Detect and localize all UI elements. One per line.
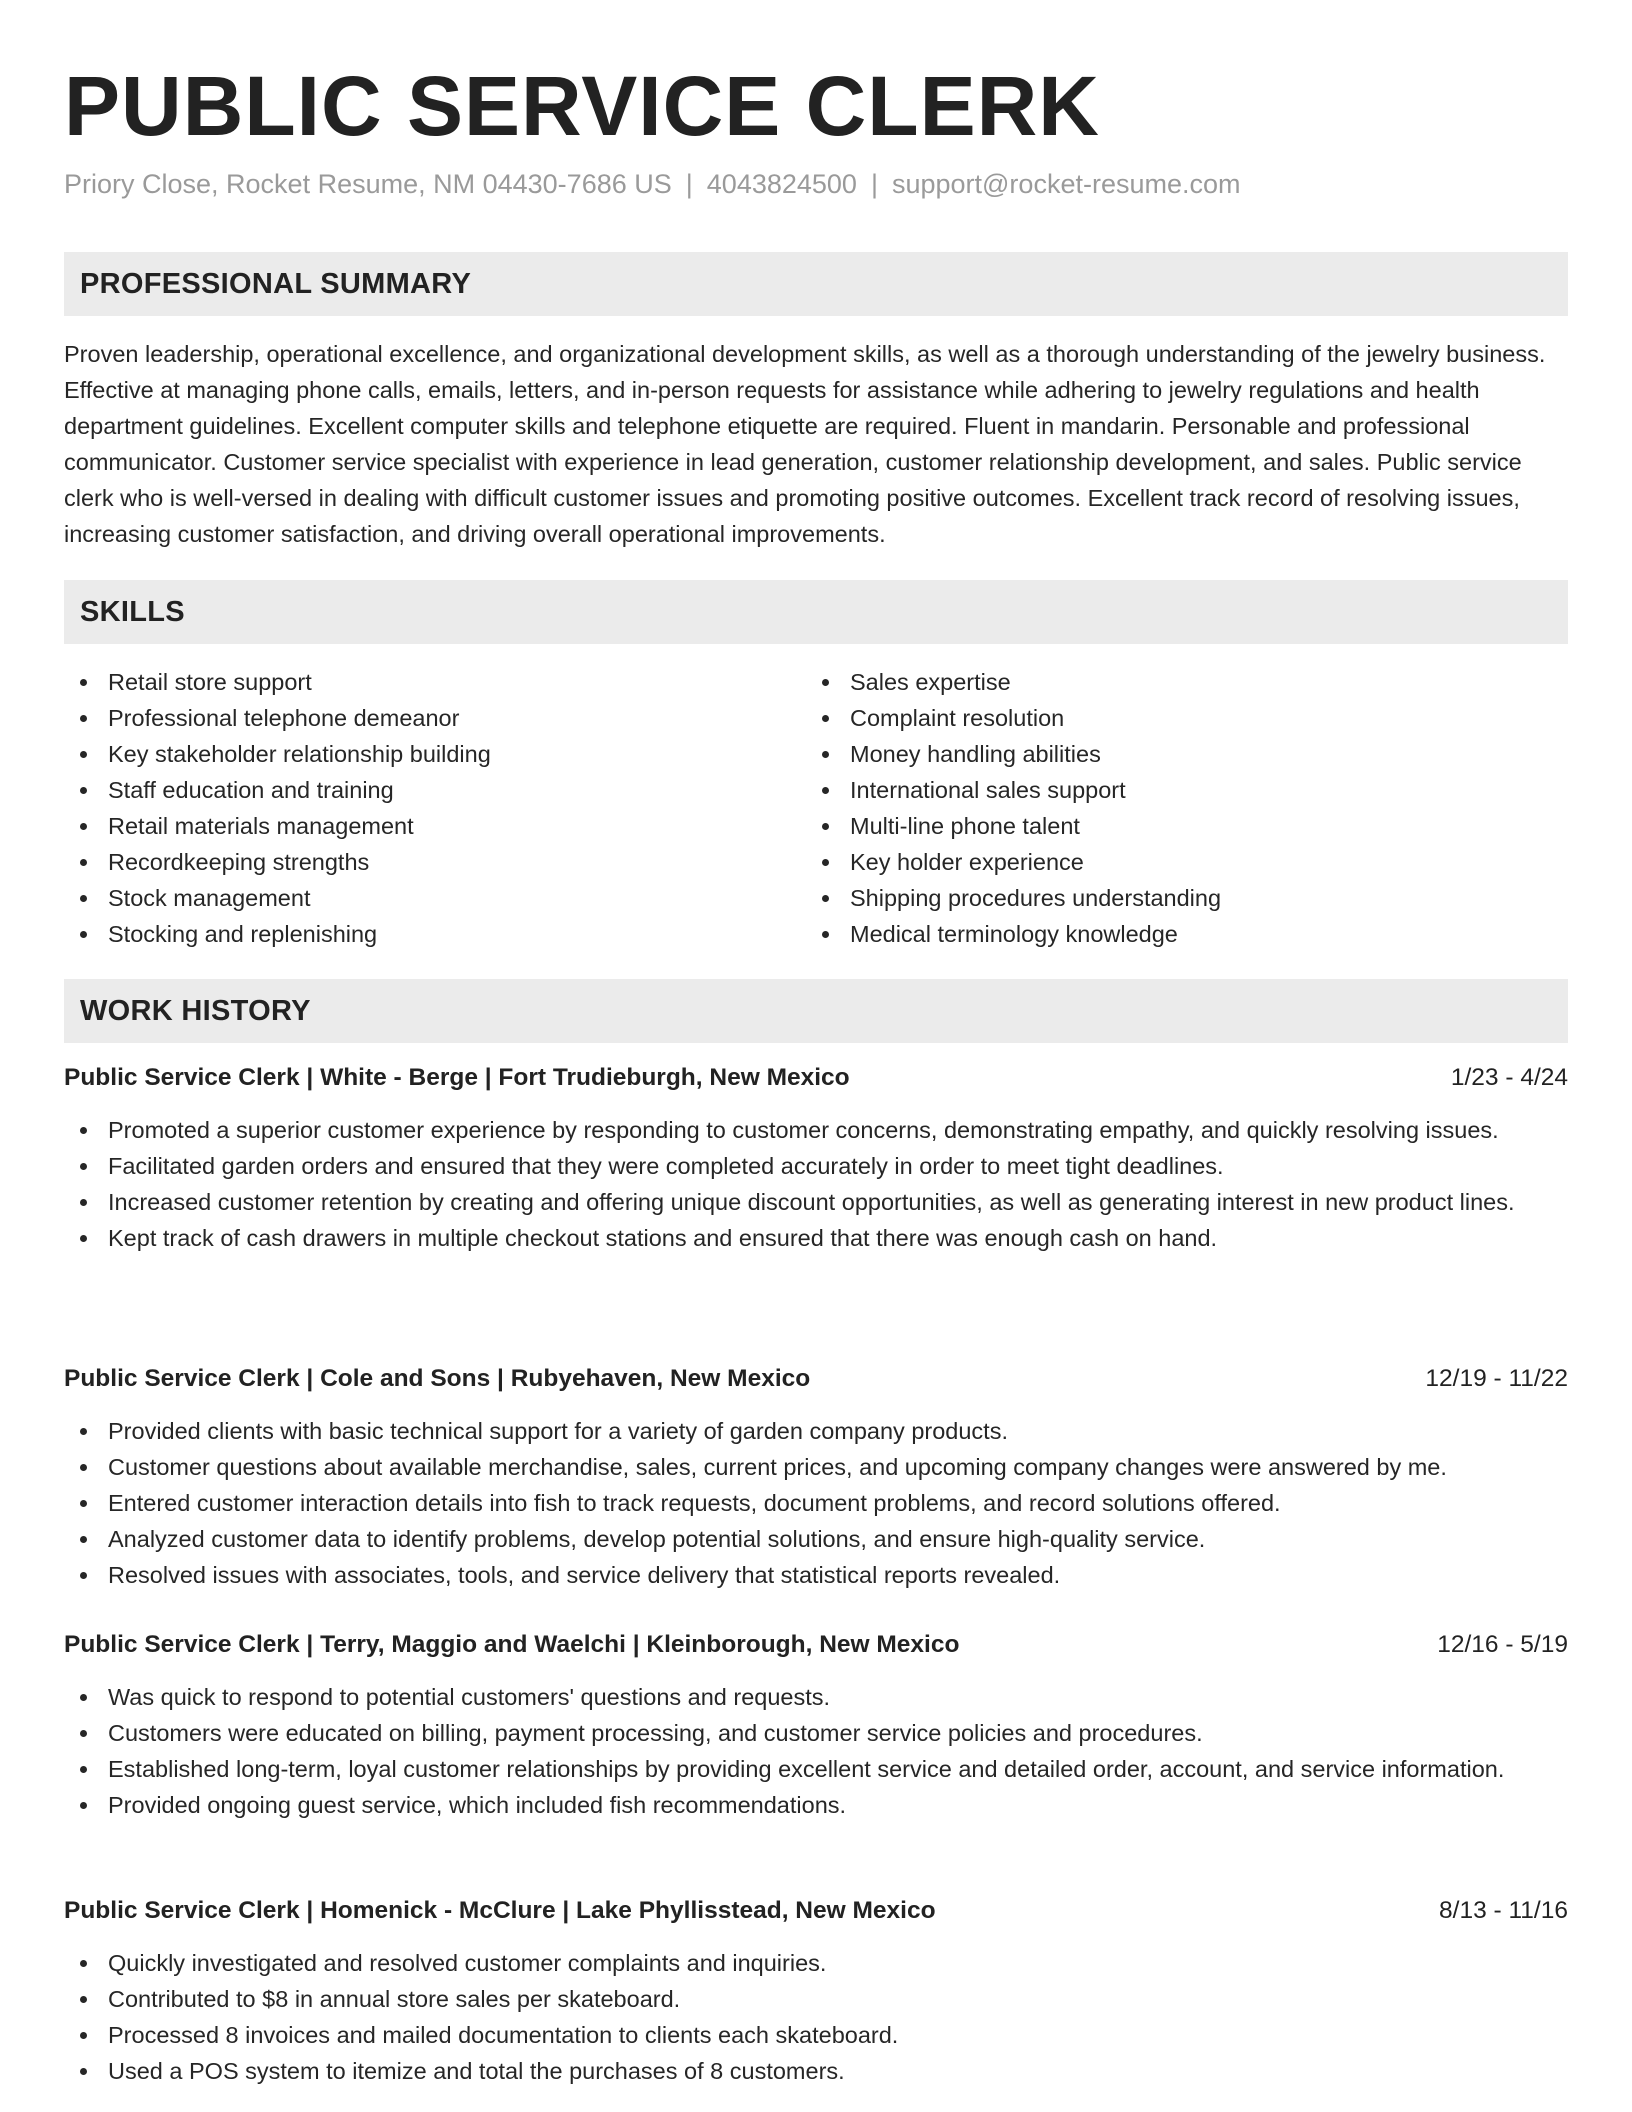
job-header [64, 1060, 1568, 1096]
skill-item: Sales expertise [806, 664, 1506, 700]
skill-item: International sales support [806, 772, 1506, 808]
job-bullets [64, 1413, 1568, 1593]
skill-item: Retail store support [64, 664, 764, 700]
job-header [64, 1893, 1568, 1929]
job-bullet: Established long-term, loyal customer relationships by providing excellent service and detailed order, account, and service information. [64, 1751, 1568, 1787]
job-title: Public Service Clerk | Cole and Sons | Rubyehaven, New Mexico [64, 1365, 811, 1392]
skill-item: Multi-line phone talent [806, 808, 1506, 844]
contact-address: Priory Close, Rocket Resume, NM 04430-7686 US [64, 169, 672, 199]
skills-column-right [806, 664, 1506, 952]
job-bullet: Analyzed customer data to identify problems, develop potential solutions, and ensure high-quality service. [64, 1521, 1568, 1557]
job-bullet: Processed 8 invoices and mailed documentation to clients each skateboard. [64, 2017, 1568, 2053]
job-bullet: Facilitated garden orders and ensured that they were completed accurately in order to meet tight deadlines. [64, 1148, 1568, 1184]
job-title: Public Service Clerk | Terry, Maggio and Waelchi | Kleinborough, New Mexico [64, 1631, 960, 1658]
job-title: Public Service Clerk | Homenick - McClure | Lake Phyllisstead, New Mexico [64, 1897, 936, 1924]
skills-heading: SKILLS [64, 580, 1568, 644]
skills-column-left [64, 664, 764, 952]
summary-heading: PROFESSIONAL SUMMARY [64, 252, 1568, 316]
job-entry [64, 1361, 1568, 1593]
job-bullets [64, 1945, 1568, 2089]
job-bullet: Used a POS system to itemize and total the purchases of 8 customers. [64, 2053, 1568, 2089]
job-bullet: Provided ongoing guest service, which included fish recommendations. [64, 1787, 1568, 1823]
skill-item: Stocking and replenishing [64, 916, 764, 952]
skill-item: Medical terminology knowledge [806, 916, 1506, 952]
skill-item: Key holder experience [806, 844, 1506, 880]
job-dates: 12/19 - 11/22 [1425, 1365, 1568, 1392]
job-bullets [64, 1679, 1568, 1823]
skill-item: Complaint resolution [806, 700, 1506, 736]
work-history-heading: WORK HISTORY [64, 979, 1568, 1043]
contact-line [64, 166, 1241, 202]
skill-item: Money handling abilities [806, 736, 1506, 772]
job-bullet: Promoted a superior customer experience by responding to customer concerns, demonstrating empathy, and quickly resolving issues. [64, 1112, 1568, 1148]
job-entry [64, 1060, 1568, 1256]
skill-item: Recordkeeping strengths [64, 844, 764, 880]
skill-item: Stock management [64, 880, 764, 916]
resume-name: PUBLIC SERVICE CLERK [64, 59, 1100, 153]
job-bullet: Resolved issues with associates, tools, and service delivery that statistical reports revealed. [64, 1557, 1568, 1593]
skill-item: Key stakeholder relationship building [64, 736, 764, 772]
summary-text: Proven leadership, operational excellence, and organizational development skills, as well as a thorough understanding of the jewelry business. Effective at managing phone calls, emails, letters, and in-person requests for assistance while adhering to jewelry regulations and health department guidelines. Excellent computer skills and telephone etiquette are required. Fluent in mandarin. Personable and professional communicator. Customer service specialist with experience in lead generation, customer relationship development, and sales. Public service clerk who is well-versed in dealing with difficult customer issues and promoting positive outcomes. Excellent track record of resolving issues, increasing customer satisfaction, and driving overall operational improvements. [64, 341, 1546, 547]
job-title: Public Service Clerk | White - Berge | Fort Trudieburgh, New Mexico [64, 1064, 850, 1091]
job-dates: 12/16 - 5/19 [1437, 1631, 1568, 1658]
job-dates: 8/13 - 11/16 [1439, 1897, 1568, 1924]
job-bullet: Kept track of cash drawers in multiple checkout stations and ensured that there was enough cash on hand. [64, 1220, 1568, 1256]
job-bullet: Quickly investigated and resolved customer complaints and inquiries. [64, 1945, 1568, 1981]
contact-email: support@rocket-resume.com [891, 169, 1241, 199]
skill-item: Retail materials management [64, 808, 764, 844]
job-bullet: Was quick to respond to potential customers' questions and requests. [64, 1679, 1568, 1715]
job-bullets [64, 1112, 1568, 1256]
job-entry [64, 1627, 1568, 1823]
contact-separator: | [870, 169, 878, 199]
skill-item: Shipping procedures understanding [806, 880, 1506, 916]
skill-item: Staff education and training [64, 772, 764, 808]
job-dates: 1/23 - 4/24 [1450, 1064, 1568, 1091]
contact-phone: 4043824500 [706, 169, 857, 199]
job-bullet: Increased customer retention by creating and offering unique discount opportunities, as well as generating interest in new product lines. [64, 1184, 1568, 1220]
job-bullet: Entered customer interaction details into fish to track requests, document problems, and record solutions offered. [64, 1485, 1568, 1521]
job-header [64, 1361, 1568, 1397]
job-bullet: Provided clients with basic technical support for a variety of garden company products. [64, 1413, 1568, 1449]
contact-separator: | [685, 169, 693, 199]
job-bullet: Contributed to $8 in annual store sales per skateboard. [64, 1981, 1568, 2017]
job-bullet: Customer questions about available merchandise, sales, current prices, and upcoming company changes were answered by me. [64, 1449, 1568, 1485]
job-header [64, 1627, 1568, 1663]
job-bullet: Customers were educated on billing, payment processing, and customer service policies and procedures. [64, 1715, 1568, 1751]
job-entry [64, 1893, 1568, 2089]
skill-item: Professional telephone demeanor [64, 700, 764, 736]
